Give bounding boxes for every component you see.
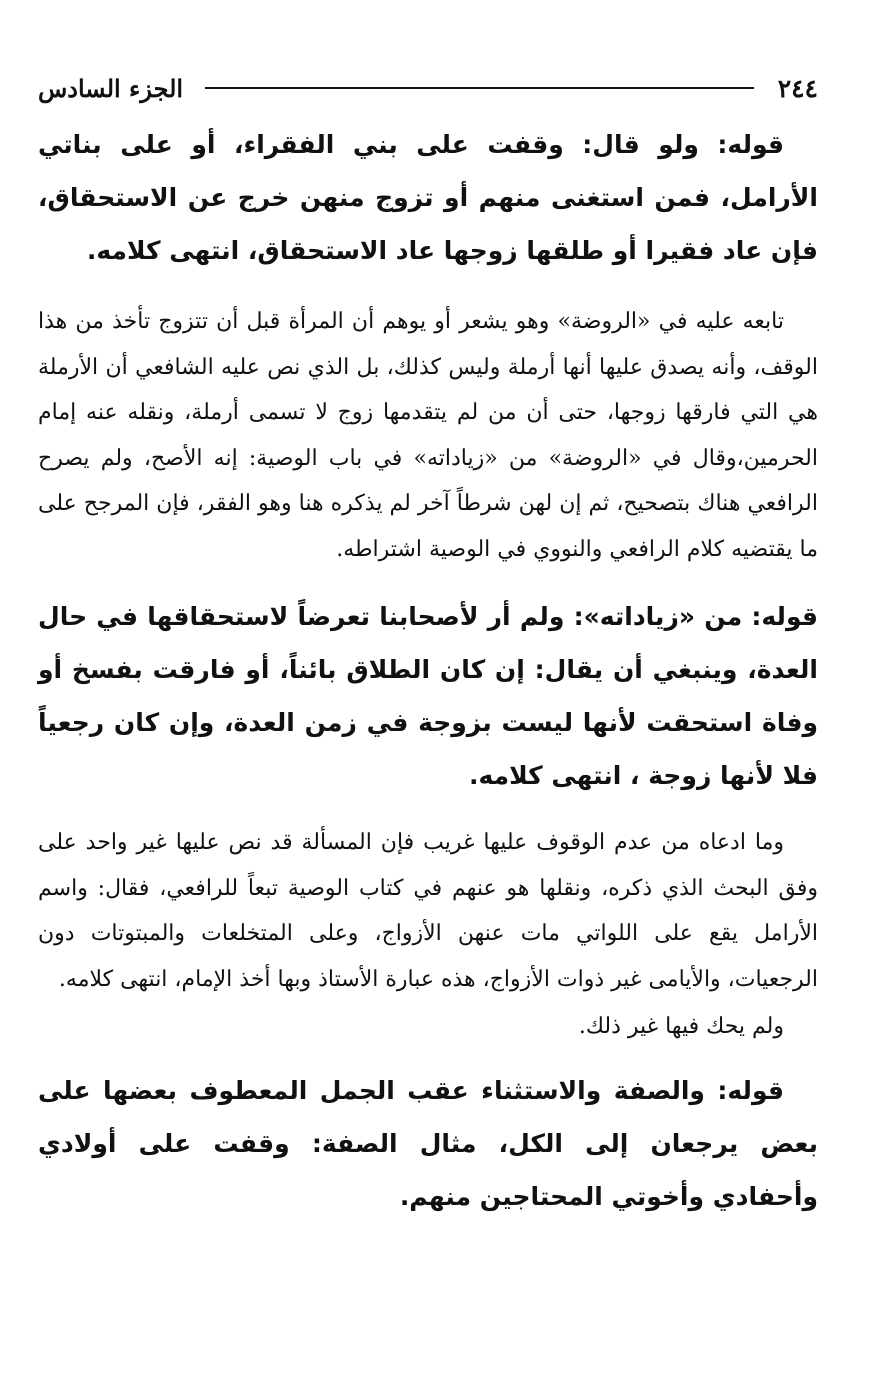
paragraph-quote-1: قوله: ولو قال: وقفت على بني الفقراء، أو على بناتي الأرامل، فمن استغنى منهم أو تزوج منهن خرج عن الاستحقاق، فإن عاد فقيرا أو طلقها زوجها عاد الاستحقاق، انتهى كلامه. [38, 130, 818, 265]
page-header [38, 66, 818, 110]
paragraph-commentary-3: ولم يحك فيها غير ذلك. [578, 1014, 784, 1039]
paragraph-commentary-1: تابعه عليه في «الروضة» وهو يشعر أو يوهم أن المرأة قبل أن تتزوج تأخذ من هذا الوقف، وأنه يصدق عليها أنها أرملة وليس كذلك، بل الذي نص عليه الشافعي أن الأرملة هي التي فارقها زوجها، حتى أن من لم يتقدمها زوج لا تسمى أرملة، ونقله عنه إمام الحرمين،وقال في «الروضة» من «زياداته» في باب الوصية: إنه الأصح، ولم يصرح الرافعي هناك بتصحيح، ثم إن لهن شرطاً آخر لم يذكره هنا وهو الفقر، فإن المرجح على ما يقتضيه كلام الرافعي والنووي في الوصية اشتراطه. [38, 309, 818, 562]
header-rule [205, 87, 754, 89]
paragraph-quote-2: قوله: من «زياداته»: ولم أر لأصحابنا تعرضاً لاستحقاقها في حال العدة، وينبغي أن يقال: إن كان الطلاق بائناً، أو فارقت بفسخ أو وفاة استحقت لأنها ليست بزوجة في زمن العدة، وإن كان رجعياً فلا لأنها زوجة ، انتهى كلامه. [38, 602, 818, 790]
paragraph-quote-3: قوله: والصفة والاستثناء عقب الجمل المعطوف بعضها على بعض يرجعان إلى الكل، مثال الصفة: وقفت على أولادي وأحفادي وأخوتي المحتاجين منهم. [38, 1075, 818, 1211]
running-title: الجزء السادس [38, 73, 184, 103]
paragraph-commentary-2: وما ادعاه من عدم الوقوف عليها غريب فإن المسألة قد نص عليها غير واحد على وفق البحث الذي ذكره، ونقلها هو عنهم في كتاب الوصية تبعاً للرافعي، فقال: واسم الأرامل يقع على اللواتي مات عنهن الأزواج، وعلى المتخلعات والمبتوتات دون الرجعيات، والأيامى غير ذوات الأزواج، هذه عبارة الأستاذ وبها أخذ الإمام، انتهى كلامه. [38, 830, 818, 992]
book-page [38, 66, 818, 1223]
page-number: ٢٤٤ [777, 73, 818, 103]
